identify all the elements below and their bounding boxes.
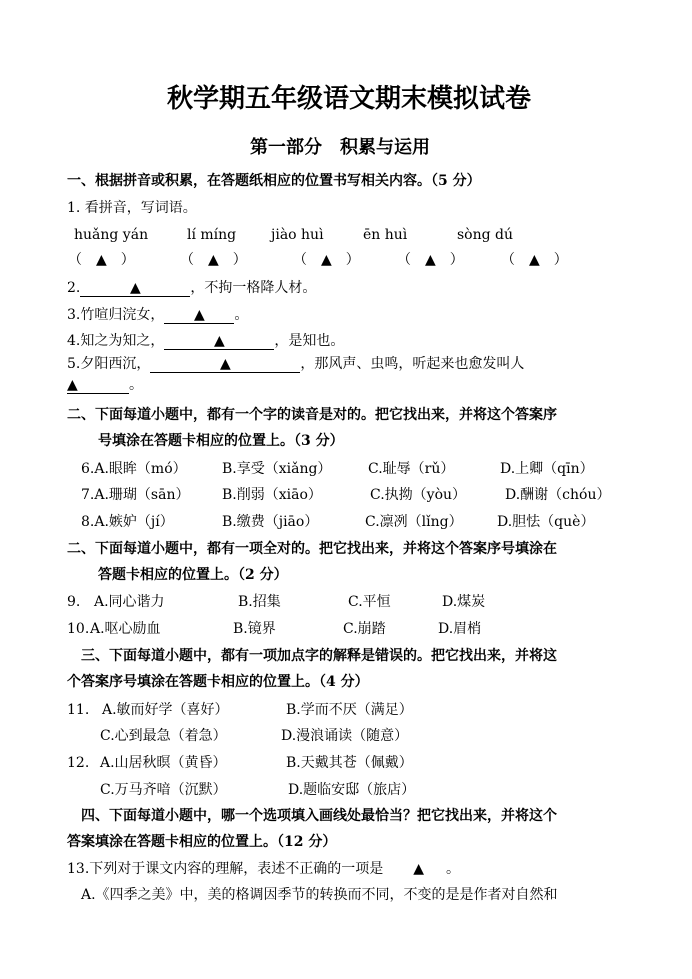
question-11-d: D.漫浪诵读（随意） bbox=[281, 728, 409, 744]
section-3-heading: 二、下面每道小题中，都有一项全对的。把它找出来，并将这个答案序号填涂在 bbox=[67, 541, 557, 557]
part-heading: 第一部分 积累与运用 bbox=[250, 137, 430, 158]
question-11-b: B.学而不厌（满足） bbox=[286, 702, 413, 718]
triangle-icon: ▲ bbox=[193, 307, 205, 323]
question-10: 10. bbox=[67, 621, 90, 637]
triangle-icon: ▲ bbox=[413, 861, 425, 877]
question-10-d: D.眉梢 bbox=[438, 621, 482, 637]
answer-box-1: （ ▲ ） bbox=[68, 252, 135, 268]
section-1-heading: 一、根据拼音或积累，在答题纸相应的位置书写相关内容。（5 分） bbox=[67, 173, 481, 189]
triangle-icon: ▲ bbox=[129, 280, 141, 296]
question-12-c: C.万马齐喑（沉默） bbox=[100, 782, 227, 798]
triangle-icon: ▲ bbox=[425, 252, 436, 268]
section-2-heading-cont: 号填涂在答题卡相应的位置上。（3 分） bbox=[98, 433, 344, 449]
pinyin-4: ēn huì bbox=[363, 227, 408, 243]
section-4-heading: 三、下面每道小题中，都有一项加点字的解释是错误的。把它找出来，并将这 bbox=[81, 648, 557, 664]
triangle-icon: ▲ bbox=[321, 252, 332, 268]
question-9-c: C.平恒 bbox=[348, 594, 391, 610]
triangle-icon: ▲ bbox=[219, 356, 231, 372]
exam-title: 秋学期五年级语文期末模拟试卷 bbox=[167, 84, 532, 114]
question-9-a: A.同心谐力 bbox=[94, 594, 165, 610]
triangle-icon: ▲ bbox=[67, 377, 78, 393]
question-9-d: D.煤炭 bbox=[442, 594, 486, 610]
triangle-icon: ▲ bbox=[96, 252, 107, 268]
pinyin-2: lí míng bbox=[187, 227, 237, 243]
triangle-icon: ▲ bbox=[529, 252, 540, 268]
question-13: 13.下列对于课文内容的理解，表述不正确的一项是 ▲ 。 bbox=[67, 861, 461, 877]
answer-box-3: （ ▲ ） bbox=[293, 252, 360, 268]
question-7-b: B.削弱（xiāo） bbox=[222, 487, 322, 503]
question-8-c: C.凛冽（lǐng） bbox=[365, 514, 463, 530]
question-8-b: B.缴费（jiāo） bbox=[222, 514, 319, 530]
question-5: 5.夕阳西沉， ▲ ，那风声、虫鸣，听起来也愈发叫人 bbox=[67, 356, 525, 372]
question-8-d: D.胆怯（què） bbox=[497, 514, 595, 530]
question-9: 9. bbox=[67, 594, 81, 610]
pinyin-3: jiào huì bbox=[271, 227, 324, 243]
pinyin-5: sòng dú bbox=[457, 227, 514, 243]
question-12: 12. bbox=[67, 755, 90, 771]
question-4: 4.知之为知之， ▲ ，是知也。 bbox=[67, 333, 345, 349]
question-10-a: A.呕心励血 bbox=[90, 621, 161, 637]
answer-box-2: （ ▲ ） bbox=[180, 252, 247, 268]
question-12-d: D.题临安邸（旅店） bbox=[288, 782, 416, 798]
section-4-heading-cont: 个答案序号填涂在答题卡相应的位置上。（4 分） bbox=[67, 674, 369, 690]
question-12-a: A.山居秋暝（黄昏） bbox=[100, 755, 227, 771]
question-10-c: C.崩踏 bbox=[343, 621, 386, 637]
question-12-b: B.天戴其苍（佩戴） bbox=[286, 755, 413, 771]
question-6-d: D.上卿（qīn） bbox=[500, 461, 594, 477]
question-7-d: D.酬谢（chóu） bbox=[505, 487, 611, 503]
question-6: 6.A.眼眸（mó） bbox=[81, 461, 187, 477]
question-5-cont: ▲ 。 bbox=[67, 377, 143, 393]
triangle-icon: ▲ bbox=[213, 333, 225, 349]
question-11: 11. bbox=[67, 702, 90, 718]
question-11-c: C.心到最急（着急） bbox=[100, 728, 227, 744]
question-9-b: B.招集 bbox=[238, 594, 281, 610]
question-6-b: B.享受（xiǎng） bbox=[222, 461, 332, 477]
section-2-heading: 二、下面每道小题中，都有一个字的读音是对的。把它找出来，并将这个答案序 bbox=[67, 407, 557, 423]
section-3-heading-cont: 答题卡相应的位置上。（2 分） bbox=[98, 567, 288, 583]
question-1: 1. 看拼音，写词语。 bbox=[67, 200, 197, 216]
question-10-b: B.镜界 bbox=[233, 621, 276, 637]
question-7: 7.A.珊瑚（sān） bbox=[81, 487, 190, 503]
answer-box-4: （ ▲ ） bbox=[397, 252, 464, 268]
question-3: 3.竹喧归浣女， ▲ 。 bbox=[67, 307, 249, 323]
triangle-icon: ▲ bbox=[208, 252, 219, 268]
question-7-c: C.执拗（yòu） bbox=[370, 487, 467, 503]
question-8: 8.A.嫉妒（jí） bbox=[81, 514, 174, 530]
section-5-heading-cont: 答案填涂在答题卡相应的位置上。（12 分） bbox=[67, 834, 337, 850]
pinyin-1: huǎng yán bbox=[74, 227, 149, 243]
section-5-heading: 四、下面每道小题中，哪一个选项填入画线处最恰当？把它找出来，并将这个 bbox=[81, 808, 557, 824]
question-13-a: A.《四季之美》中，美的格调因季节的转换而不同，不变的是是作者对自然和 bbox=[81, 887, 558, 903]
answer-box-5: （ ▲ ） bbox=[501, 252, 568, 268]
question-2: 2. ▲ ，不拘一格降人材。 bbox=[67, 280, 317, 296]
question-6-c: C.耻辱（rǔ） bbox=[368, 461, 455, 477]
question-11-a: A.敏而好学（喜好） bbox=[102, 702, 229, 718]
